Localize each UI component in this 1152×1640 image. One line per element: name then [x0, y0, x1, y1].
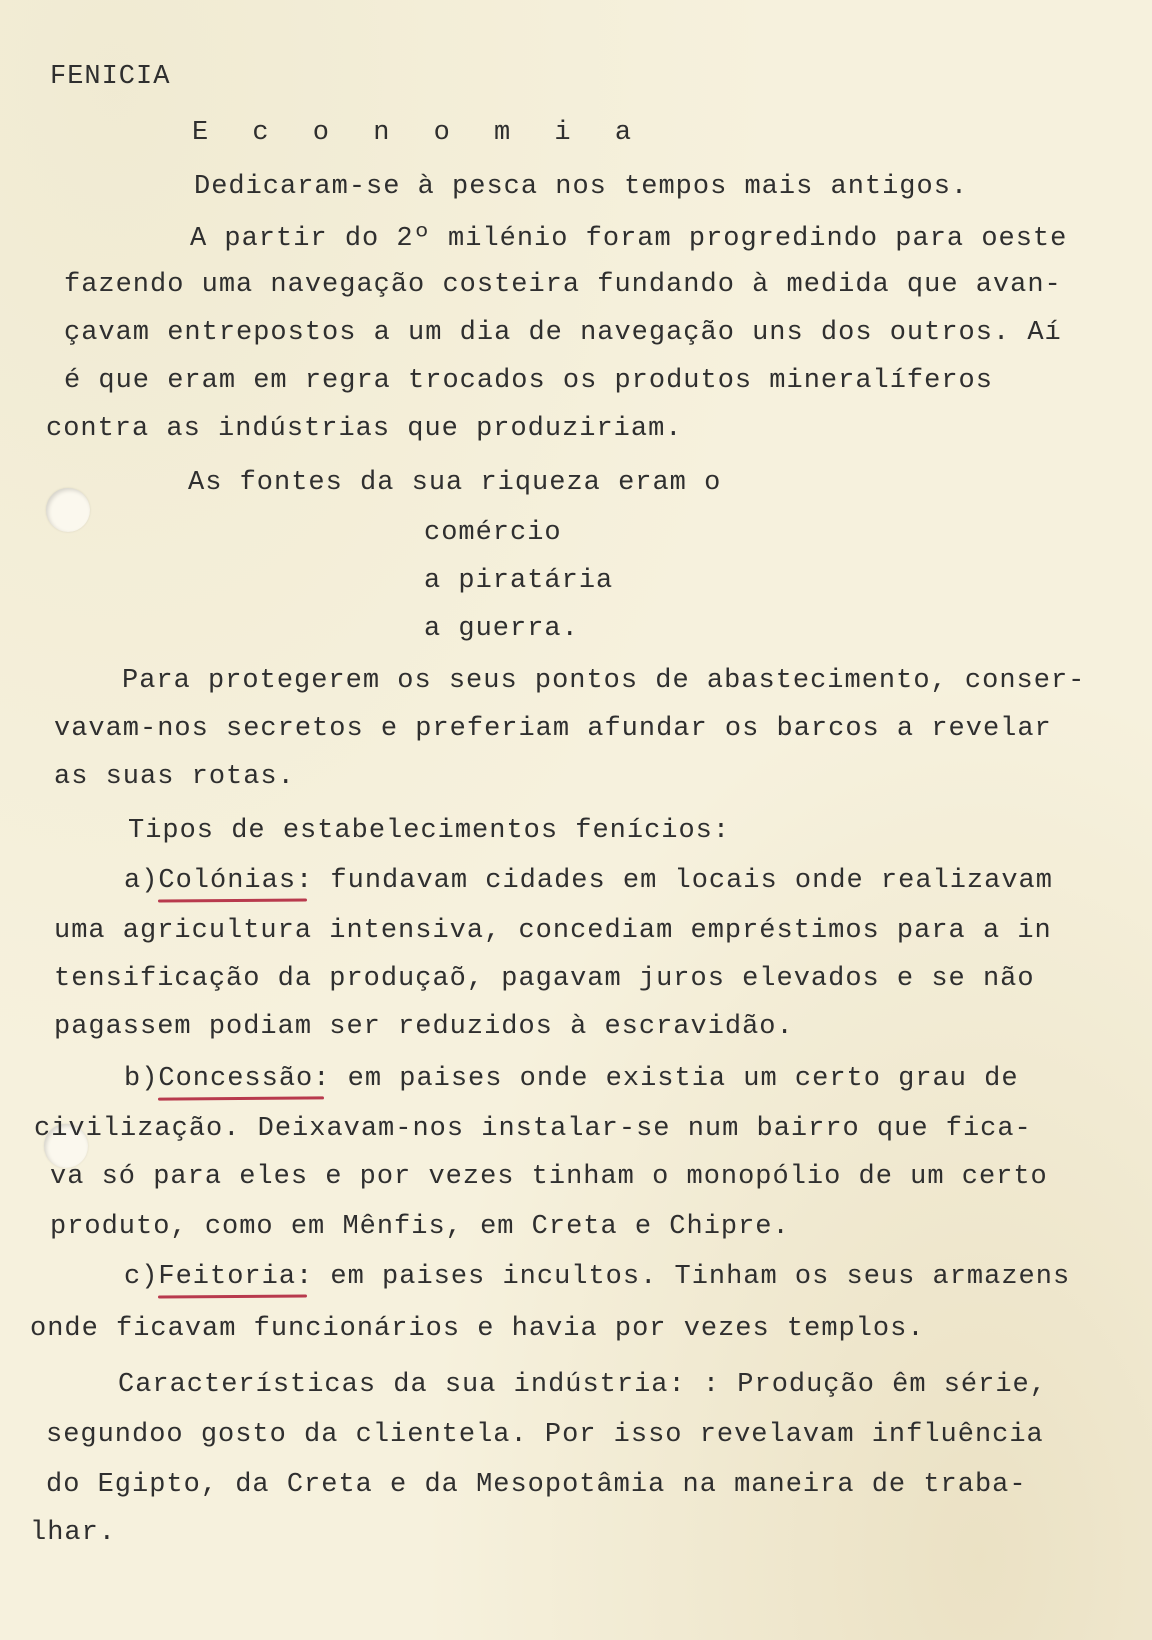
term-feitoria: Feitoria: [158, 1262, 314, 1292]
text-line: é que eram em regra trocados os produtos mineralíferos [64, 366, 993, 396]
text-line-feitoria [124, 1262, 1070, 1292]
list-marker: c) [124, 1262, 159, 1292]
page-title: FENICIA [50, 62, 171, 92]
text-line: onde ficavam funcionários e havia por vezes templos. [30, 1314, 925, 1344]
text-line: produto, como em Mênfis, em Creta e Chipre. [50, 1212, 790, 1242]
section-heading: E c o n o m i a [192, 118, 646, 148]
text-line: Tipos de estabelecimentos fenícios: [128, 816, 731, 846]
term-description: em paises incultos. Tinham os seus armazens [313, 1262, 1071, 1292]
text-line: vavam-nos secretos e preferiam afundar os barcos a revelar [54, 714, 1052, 744]
text-line: segundoo gosto da clientela. Por isso revelavam influência [46, 1420, 1044, 1450]
term-description: em paises onde existia um certo grau de [330, 1064, 1019, 1094]
text-line-colonias [124, 866, 1053, 896]
text-line: as suas rotas. [54, 762, 295, 792]
text-line-concessao [124, 1064, 1019, 1094]
text-line: do Egipto, da Creta e da Mesopotâmia na maneira de traba- [46, 1470, 1027, 1500]
text-line: a guerra. [424, 614, 579, 644]
text-line: va só para eles e por vezes tinham o monopólio de um certo [50, 1162, 1048, 1192]
punch-hole-top [46, 488, 90, 532]
term-concessao: Concessão: [158, 1064, 331, 1094]
text-line: Dedicaram-se à pesca nos tempos mais antigos. [194, 172, 969, 202]
text-line: uma agricultura intensiva, concediam empréstimos para a in [54, 916, 1052, 946]
list-marker: a) [124, 866, 159, 896]
text-line: tensificação da produçaõ, pagavam juros elevados e se não [54, 964, 1035, 994]
text-line: lhar. [30, 1518, 117, 1548]
text-line: Para protegerem os seus pontos de abastecimento, conser- [122, 666, 1086, 696]
text-line: contra as indústrias que produziriam. [46, 414, 683, 444]
text-line: A partir do 2º milénio foram progredindo para oeste [190, 224, 1068, 254]
list-marker: b) [124, 1064, 159, 1094]
text-line: comércio [424, 518, 562, 548]
text-line: fazendo uma navegação costeira fundando à medida que avan- [64, 270, 1062, 300]
text-line: civilização. Deixavam-nos instalar-se num bairro que fica- [34, 1114, 1032, 1144]
text-line: Características da sua indústria: : Produção êm série, [118, 1370, 1047, 1400]
text-line: pagassem podiam ser reduzidos à escravidão. [54, 1012, 794, 1042]
term-colonias: Colónias: [158, 866, 314, 896]
text-line: a piratária [424, 566, 614, 596]
text-line: As fontes da sua riqueza eram o [188, 468, 722, 498]
term-description: fundavam cidades em locais onde realizavam [313, 866, 1053, 896]
text-line: çavam entrepostos a um dia de navegação uns dos outros. Aí [64, 318, 1062, 348]
